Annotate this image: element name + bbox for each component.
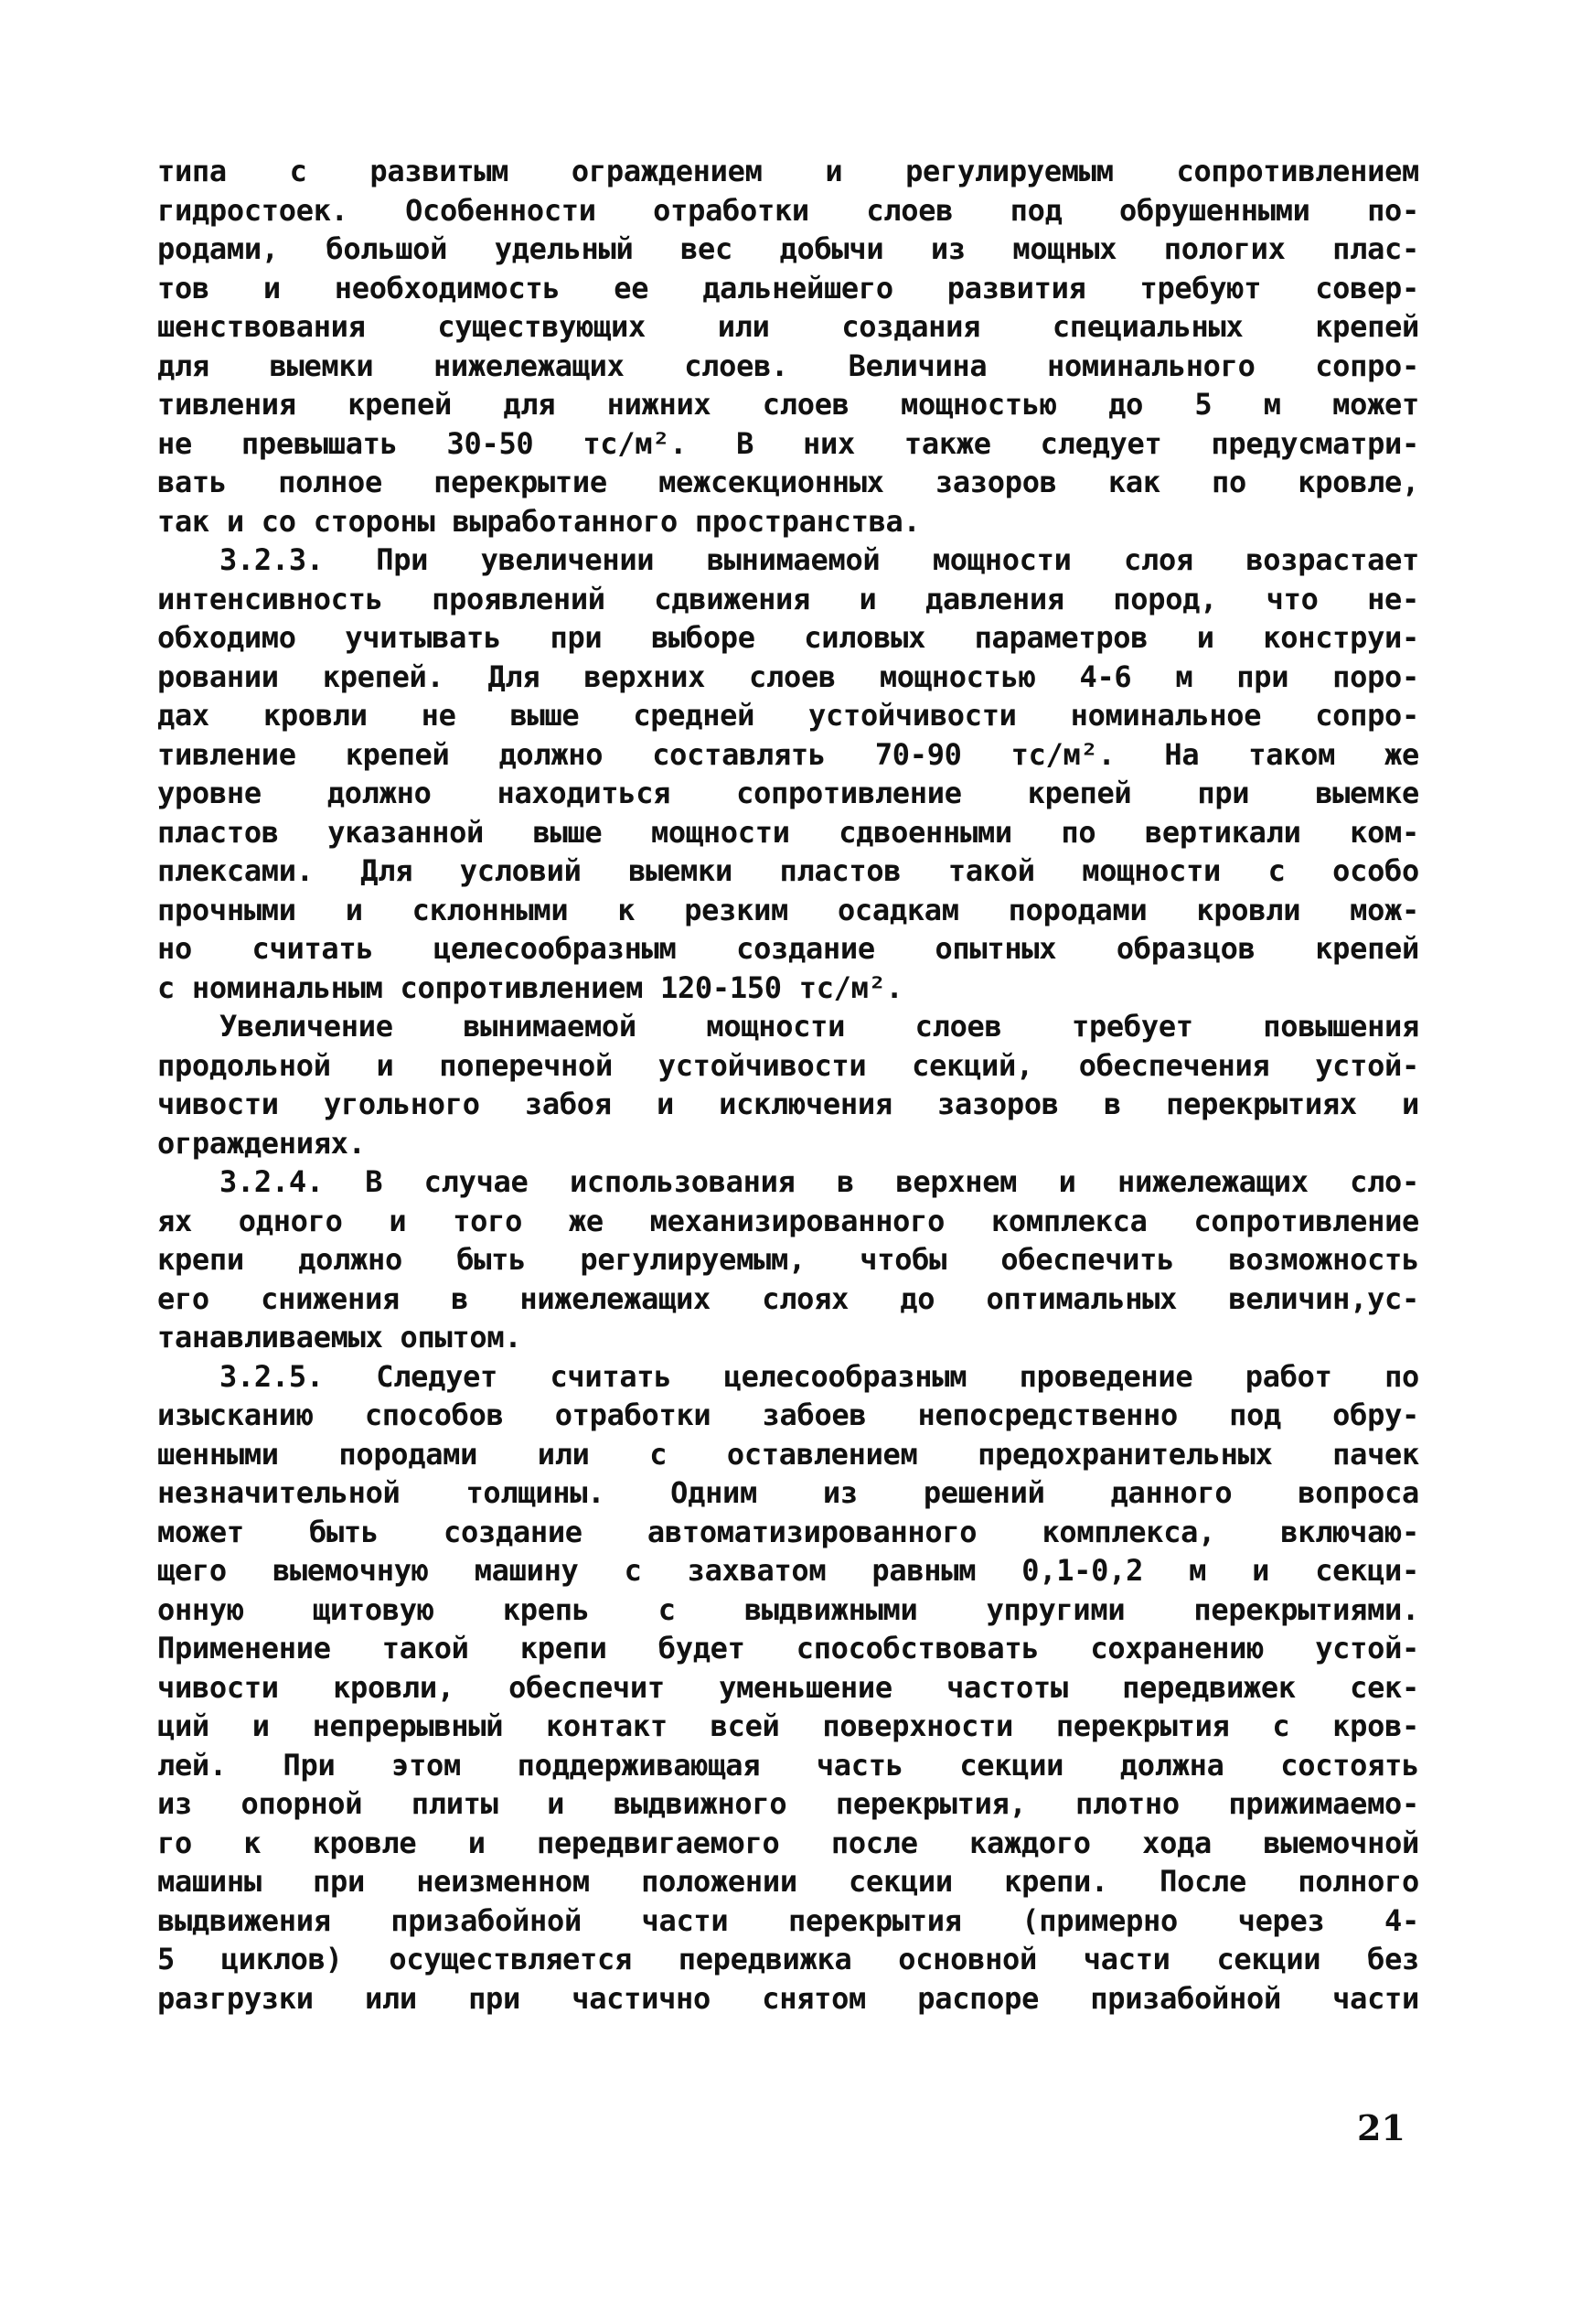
- text-line: чивости угольного забоя и исключения зазоров в перекрытиях и: [157, 1087, 1419, 1121]
- text-line: может быть создание автоматизированного комплекса, включаю-: [157, 1514, 1419, 1549]
- text-line: 3.2.4. В случае использования в верхнем и нижележащих сло-: [219, 1164, 1419, 1199]
- body-text: [157, 152, 1419, 2018]
- text-line: не превышать 30-50 тс/м². В них также следует предусматри-: [157, 425, 1419, 461]
- text-line: интенсивность проявлений сдвижения и давления пород, что не-: [157, 581, 1419, 616]
- text-line: шенствования существующих или создания специальных крепей: [157, 309, 1419, 344]
- text-line: так и со стороны выработанного пространства.: [157, 503, 921, 539]
- text-line: незначительной толщины. Одним из решений данного вопроса: [157, 1475, 1419, 1510]
- text-line: 3.2.5. Следует считать целесообразным проведение работ по: [219, 1358, 1419, 1394]
- text-line: машины при неизменном положении секции крепи. После полного: [157, 1864, 1419, 1899]
- text-line: ограждениях.: [157, 1125, 366, 1161]
- text-line: тивления крепей для нижних слоев мощностью до 5 м может: [157, 387, 1419, 422]
- text-line: родами, большой удельный вес добычи из мощных пологих плас-: [157, 231, 1419, 266]
- text-line: его снижения в нижележащих слоях до оптимальных величин,ус-: [157, 1280, 1419, 1316]
- text-line: танавливаемых опытом.: [157, 1320, 522, 1355]
- text-line: чивости кровли, обеспечит уменьшение частоты передвижек сек-: [157, 1669, 1419, 1705]
- text-line: ях одного и того же механизированного комплекса сопротивление: [157, 1203, 1419, 1238]
- text-line: 3.2.3. При увеличении вынимаемой мощности слоя возрастает: [219, 542, 1419, 577]
- text-line: разгрузки или при частично снятом распоре призабойной части: [157, 1980, 1419, 2016]
- text-line: крепи должно быть регулируемым, чтобы обеспечить возможность: [157, 1242, 1419, 1277]
- text-line: изысканию способов отработки забоев непосредственно под обру-: [157, 1398, 1419, 1432]
- text-line: онную щитовую крепь с выдвижными упругими перекрытиями.: [157, 1591, 1419, 1627]
- text-line: гидростоек. Особенности отработки слоев под обрушенными по-: [157, 192, 1419, 228]
- text-line: но считать целесообразным создание опытных образцов крепей: [157, 931, 1419, 966]
- text-line: для выемки нижележащих слоев. Величина номинального сопро-: [157, 348, 1419, 383]
- text-line: дах кровли не выше средней устойчивости номинальное сопро-: [157, 698, 1419, 733]
- text-line: выдвижения призабойной части перекрытия (примерно через 4-: [157, 1902, 1419, 1938]
- text-line: обходимо учитывать при выборе силовых параметров и конструи-: [157, 620, 1419, 655]
- text-line: пластов указанной выше мощности сдвоенными по вертикали ком-: [157, 814, 1419, 850]
- text-line: из опорной плиты и выдвижного перекрытия, плотно прижимаемо-: [157, 1786, 1419, 1821]
- text-line: вать полное перекрытие межсекционных зазоров как по кровле,: [157, 465, 1419, 499]
- text-line: лей. При этом поддерживающая часть секции должна состоять: [157, 1747, 1419, 1783]
- text-line: тивление крепей должно составлять 70-90 тс/м². На таком же: [157, 736, 1419, 772]
- text-line: продольной и поперечной устойчивости секций, обеспечения устой-: [157, 1047, 1419, 1083]
- text-line: щего выемочную машину с захватом равным 0,1-0,2 м и секци-: [157, 1553, 1419, 1588]
- text-line: плексами. Для условий выемки пластов такой мощности с особо: [157, 853, 1419, 888]
- text-line: 5 циклов) осуществляется передвижка основной части секции без: [157, 1942, 1419, 1976]
- text-line: Увеличение вынимаемой мощности слоев требует повышения: [219, 1009, 1419, 1044]
- text-line: го к кровле и передвигаемого после каждого хода выемочной: [157, 1825, 1419, 1860]
- text-line: с номинальным сопротивлением 120-150 тс/м².: [157, 969, 903, 1005]
- text-line: прочными и склонными к резким осадкам породами кровли мож-: [157, 892, 1419, 927]
- text-line: шенными породами или с оставлением предохранительных пачек: [157, 1436, 1419, 1472]
- text-line: Применение такой крепи будет способствовать сохранению устой-: [157, 1631, 1419, 1665]
- text-line: типа с развитым ограждением и регулируемым сопротивлением: [157, 154, 1419, 188]
- text-line: ций и непрерывный контакт всей поверхности перекрытия с кров-: [157, 1708, 1419, 1743]
- text-line: тов и необходимость ее дальнейшего развития требуют совер-: [157, 270, 1419, 305]
- text-line: уровне должно находиться сопротивление крепей при выемке: [157, 776, 1419, 810]
- page-number: 21: [1357, 2107, 1405, 2148]
- text-line: ровании крепей. Для верхних слоев мощностью 4-6 м при поро-: [157, 659, 1419, 694]
